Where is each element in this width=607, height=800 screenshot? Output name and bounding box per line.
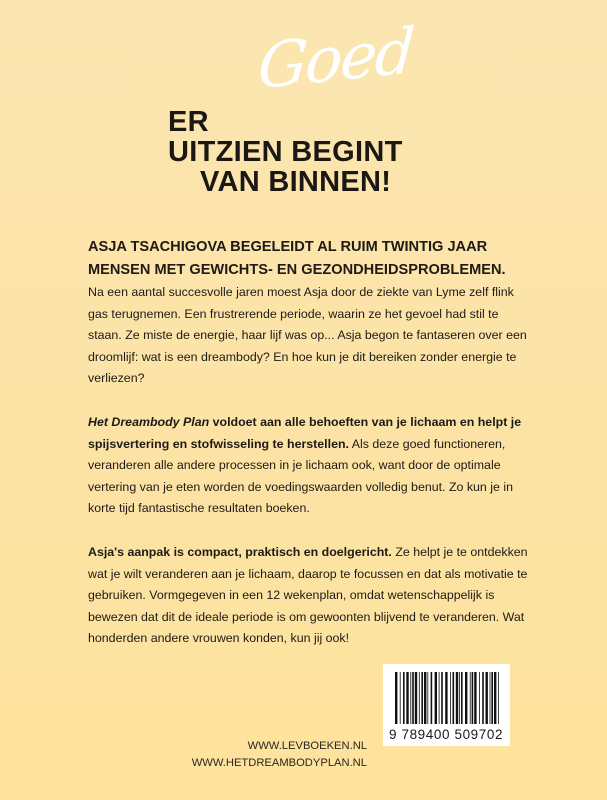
barcode-bar — [412, 672, 414, 724]
barcode-bar — [431, 672, 433, 724]
barcode-bar — [494, 672, 496, 724]
barcode-bar — [445, 672, 447, 724]
barcode-bar — [465, 672, 467, 724]
barcode-bar — [441, 672, 443, 724]
paragraph-3-rest: Ze helpt je te ontdekken wat je wilt veranderen aan je lichaam, daarop te focussen en dat als motivatie te gebruiken. Vormgegeven in een 12 wekenplan, omdat wetenschappelijk is bewezen dat dit de ideale periode is om gewoonten blijvend te veranderen. Wat honderden andere vrouwen konden, kun jij ook! — [88, 544, 528, 646]
barcode-bar — [435, 672, 437, 724]
barcode-bar — [453, 672, 455, 724]
paragraph-3 — [88, 542, 528, 650]
barcode-bar — [459, 672, 460, 724]
paragraph-2-bold: voldoet aan alle behoeften van je lichaam en helpt je spijsvertering en stofwisseling te herstellen. — [88, 414, 522, 451]
barcode-bar — [419, 672, 420, 724]
barcode-bar — [439, 672, 440, 724]
paragraph-3-bold: Asja's aanpak is compact, praktisch en doelgericht. — [88, 544, 392, 559]
title-script-word: Goed — [255, 13, 416, 104]
barcode-bar — [486, 672, 488, 724]
barcode-bar — [400, 672, 401, 724]
barcode-bar — [415, 672, 417, 724]
title-line-3: VAN BINNEN! — [200, 166, 392, 198]
lead-text: ASJA TSACHIGOVA BEGELEIDT AL RUIM TWINTIG JAAR MENSEN MET GEWICHTS- EN GEZONDHEIDSPROBLEMEN. — [88, 239, 506, 278]
paragraph-2-rest: Als deze goed functioneren, veranderen alle andere processen in je lichaam ook, want door de optimale vertering van je eten worden de voedingswaarden volledig benut. Zo kun je in korte tijd fantastische resultaten boeken. — [88, 436, 513, 516]
isbn-barcode — [383, 664, 510, 746]
barcode-bar — [450, 672, 451, 724]
barcode-bars — [395, 672, 501, 724]
barcode-bar — [482, 672, 484, 724]
barcode-bar — [421, 672, 423, 724]
barcode-bar — [410, 672, 411, 724]
barcode-bar — [474, 672, 476, 724]
title-line-1: ER — [168, 106, 209, 138]
book-title-emphasis: Het Dreambody Plan — [88, 414, 210, 429]
barcode-bar — [395, 672, 397, 724]
blurb — [88, 236, 528, 672]
isbn-number: 9 789400 509702 — [389, 727, 504, 742]
barcode-bar — [472, 672, 474, 724]
paragraph-1: Na een aantal succesvolle jaren moest Asja door de ziekte van Lyme zelf flink gas terugnemen. Een frustrerende periode, waarin ze het gevoel had stil te staan. Ze miste de energie, haar lijf was op... Asja begon te fantaseren over een droomlijf: wat is een dreambody? En hoe kun je dit bereiken zonder energie te verliezen? — [88, 285, 527, 386]
barcode-bar — [424, 672, 426, 724]
barcode-bar — [403, 672, 405, 724]
barcode-bar — [427, 672, 428, 724]
url-dreambodyplan: WWW.HETDREAMBODYPLAN.NL — [191, 757, 367, 769]
barcode-bar — [470, 672, 471, 724]
title-line-2: UITZIEN BEGINT — [168, 136, 403, 168]
barcode-bar — [479, 672, 480, 724]
barcode-bar — [498, 672, 499, 724]
barcode-bar — [406, 672, 408, 724]
paragraph-2 — [88, 412, 528, 520]
barcode-bar — [491, 672, 493, 724]
website-links — [192, 738, 367, 772]
barcode-bar — [461, 672, 463, 724]
barcode-bar — [490, 672, 491, 724]
url-levboeken: WWW.LEVBOEKEN.NL — [247, 740, 367, 752]
barcode-bar — [456, 672, 458, 724]
